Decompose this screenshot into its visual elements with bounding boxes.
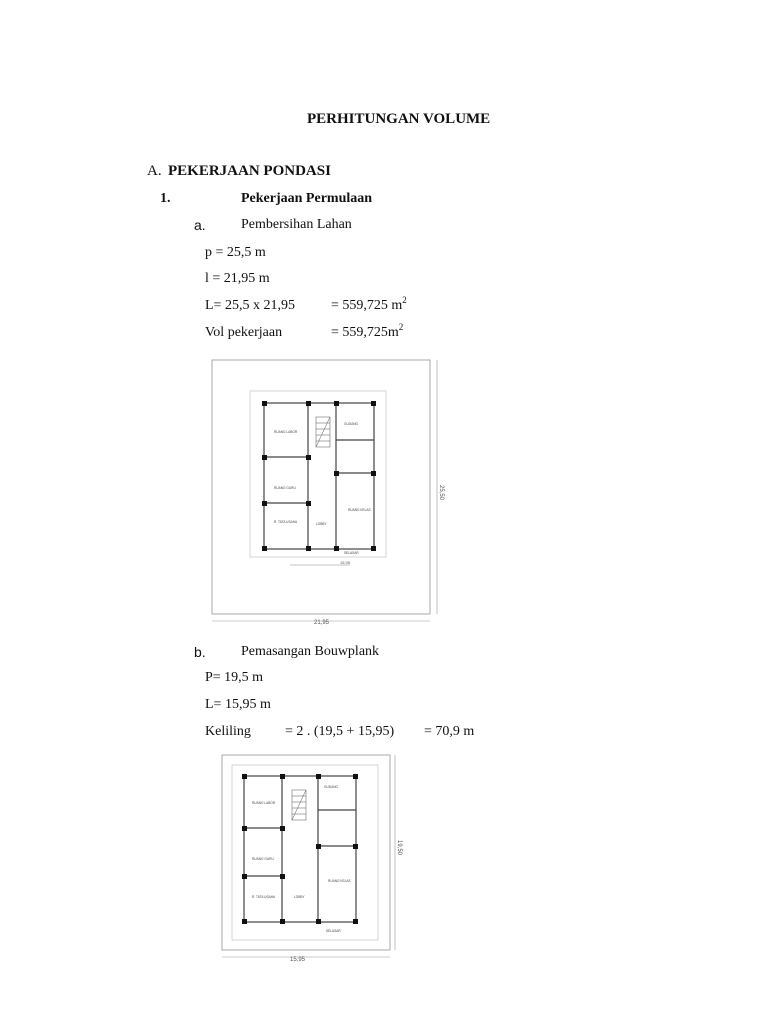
item-a-letter: a. — [194, 217, 206, 233]
room-label: RUANG GURU — [252, 857, 274, 861]
width-line: L= 15,95 m — [205, 697, 271, 712]
room-label: R. TATA USAHA — [274, 520, 298, 524]
volume-label: Vol pekerjaan — [205, 325, 283, 340]
area-label: L= 25,5 x 21,95 — [205, 298, 295, 313]
room-label: RUANG KELAS — [328, 879, 351, 883]
room-label: LOBBY — [294, 895, 305, 899]
area-value: = 559,725 $m^2$ — [331, 295, 407, 313]
item-a-title: Pembersihan Lahan — [241, 217, 352, 232]
room-label: RUANG LABOR — [252, 801, 276, 805]
room-label: RUANG GURU — [274, 486, 296, 490]
item-b-letter: b. — [194, 644, 206, 660]
room-label: R. TATA USAHA — [252, 895, 276, 899]
site-plan-figure — [204, 355, 454, 630]
room-label: SELASAR — [326, 929, 341, 933]
bouwplank-plan-figure — [216, 752, 401, 964]
subsection-title: Pekerjaan Permulaan — [241, 191, 373, 206]
dim-bottom-label: 21,95 — [314, 620, 330, 626]
volume-value: = $559,725m^2$ — [331, 322, 404, 340]
room-label: RUANG LABOR — [274, 430, 298, 434]
room-label: GUDANG — [324, 785, 338, 789]
room-label: GUDANG — [344, 422, 358, 426]
length-line: P= 19,5 m — [205, 670, 264, 685]
dim-right-label: 19,50 — [396, 840, 402, 856]
room-label: SELASAR — [344, 551, 359, 555]
width-line: l = 21,95 m — [205, 271, 270, 286]
perimeter-value: = 70,9 m — [424, 724, 475, 739]
section-title: PEKERJAAN PONDASI — [168, 163, 331, 179]
room-label: RUANG KELAS — [348, 508, 371, 512]
length-line: p = 25,5 m — [205, 245, 266, 260]
perimeter-label: Keliling — [205, 724, 251, 739]
room-label: LOBBY — [316, 522, 327, 526]
subsection-number: 1. — [160, 191, 171, 206]
page-title: PERHITUNGAN VOLUME — [307, 111, 491, 127]
dim-bottom-label: 15,95 — [290, 957, 306, 963]
dim-right-label: 25,50 — [438, 485, 444, 501]
dim-inner-label: 15,95 — [340, 560, 351, 565]
section-letter: A. — [147, 163, 162, 179]
item-b-title: Pemasangan Bouwplank — [241, 644, 380, 659]
perimeter-formula: = 2 . (19,5 + 15,95) — [285, 724, 395, 739]
